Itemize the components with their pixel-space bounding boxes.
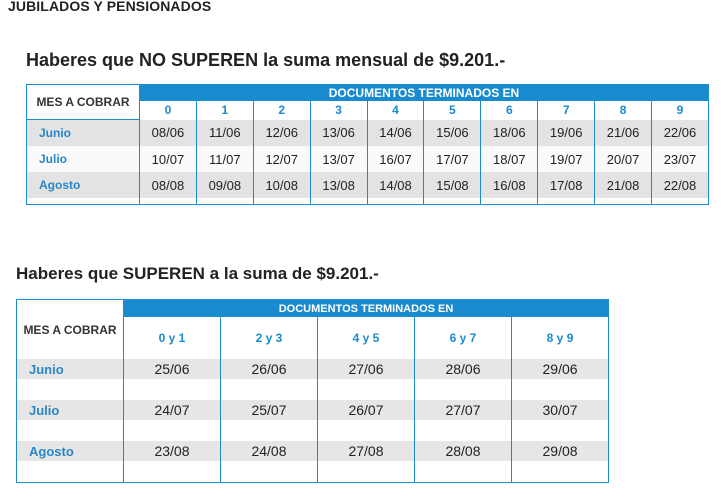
table-row (17, 441, 609, 461)
date-cell: 22/08 (652, 172, 709, 198)
table-row (27, 120, 709, 147)
digit-group-header: 4 y 5 (318, 317, 415, 359)
date-cell: 14/08 (367, 172, 424, 198)
table-spacer-row (17, 379, 609, 400)
date-cell: 15/08 (424, 172, 481, 198)
month-label: Agosto (17, 441, 124, 461)
date-cell: 19/06 (538, 120, 595, 147)
date-cell: 09/08 (196, 172, 253, 198)
digit-header: 1 (196, 101, 253, 119)
digit-header: 8 (595, 101, 652, 119)
date-cell: 19/07 (538, 146, 595, 172)
digit-group-header: 6 y 7 (415, 317, 512, 359)
date-cell: 27/08 (318, 441, 415, 461)
date-cell: 27/06 (318, 359, 415, 379)
table1-heading: Haberes que NO SUPEREN la suma mensual de $9.201.- (26, 50, 506, 70)
digit-header: 3 (310, 101, 367, 119)
date-cell: 18/06 (481, 120, 538, 147)
date-cell: 30/07 (512, 400, 609, 420)
date-cell: 08/06 (140, 120, 197, 147)
table-row (27, 146, 709, 172)
date-cell: 24/07 (124, 400, 221, 420)
date-cell: 27/07 (415, 400, 512, 420)
documents-group-header: DOCUMENTOS TERMINADOS EN (140, 85, 709, 102)
date-cell: 21/06 (595, 120, 652, 147)
month-label: Julio (27, 146, 140, 172)
date-cell: 18/07 (481, 146, 538, 172)
date-cell: 26/07 (318, 400, 415, 420)
date-cell: 20/07 (595, 146, 652, 172)
documents-group-header: DOCUMENTOS TERMINADOS EN (124, 300, 609, 318)
date-cell: 28/06 (415, 359, 512, 379)
date-cell: 23/08 (124, 441, 221, 461)
digit-header: 5 (424, 101, 481, 119)
table-spacer-row (27, 198, 709, 205)
date-cell: 12/06 (253, 120, 310, 147)
table-row (17, 400, 609, 420)
date-cell: 13/07 (310, 146, 367, 172)
date-cell: 29/08 (512, 441, 609, 461)
date-cell: 10/07 (140, 146, 197, 172)
table-spacer-row (17, 420, 609, 441)
date-cell: 16/08 (481, 172, 538, 198)
table-row (17, 359, 609, 379)
payment-schedule-table-over-limit (16, 299, 609, 483)
date-cell: 12/07 (253, 146, 310, 172)
table-row (27, 172, 709, 198)
date-cell: 14/06 (367, 120, 424, 147)
digit-group-header: 8 y 9 (512, 317, 609, 359)
digit-header: 4 (367, 101, 424, 119)
date-cell: 28/08 (415, 441, 512, 461)
month-label: Junio (27, 120, 140, 147)
date-cell: 24/08 (221, 441, 318, 461)
payment-schedule-table-under-limit (26, 84, 709, 205)
date-cell: 16/07 (367, 146, 424, 172)
date-cell: 21/08 (595, 172, 652, 198)
date-cell: 25/07 (221, 400, 318, 420)
month-column-header: MES A COBRAR (27, 85, 140, 120)
digit-group-header: 0 y 1 (124, 317, 221, 359)
date-cell: 13/06 (310, 120, 367, 147)
date-cell: 08/08 (140, 172, 197, 198)
page-title: JUBILADOS Y PENSIONADOS (8, 0, 212, 14)
date-cell: 23/07 (652, 146, 709, 172)
digit-header: 0 (140, 101, 197, 119)
table2-heading: Haberes que SUPEREN a la suma de $9.201.- (16, 264, 379, 283)
digit-header: 2 (253, 101, 310, 119)
date-cell: 10/08 (253, 172, 310, 198)
date-cell: 17/08 (538, 172, 595, 198)
month-label: Julio (17, 400, 124, 420)
date-cell: 22/06 (652, 120, 709, 147)
date-cell: 29/06 (512, 359, 609, 379)
date-cell: 15/06 (424, 120, 481, 147)
table-spacer-row (17, 461, 609, 483)
digit-header: 6 (481, 101, 538, 119)
date-cell: 25/06 (124, 359, 221, 379)
digit-header: 7 (538, 101, 595, 119)
date-cell: 11/07 (196, 146, 253, 172)
date-cell: 11/06 (196, 120, 253, 147)
month-column-header: MES A COBRAR (17, 300, 124, 360)
digit-group-header: 2 y 3 (221, 317, 318, 359)
date-cell: 17/07 (424, 146, 481, 172)
date-cell: 13/08 (310, 172, 367, 198)
digit-header: 9 (652, 101, 709, 119)
date-cell: 26/06 (221, 359, 318, 379)
month-label: Junio (17, 359, 124, 379)
month-label: Agosto (27, 172, 140, 198)
